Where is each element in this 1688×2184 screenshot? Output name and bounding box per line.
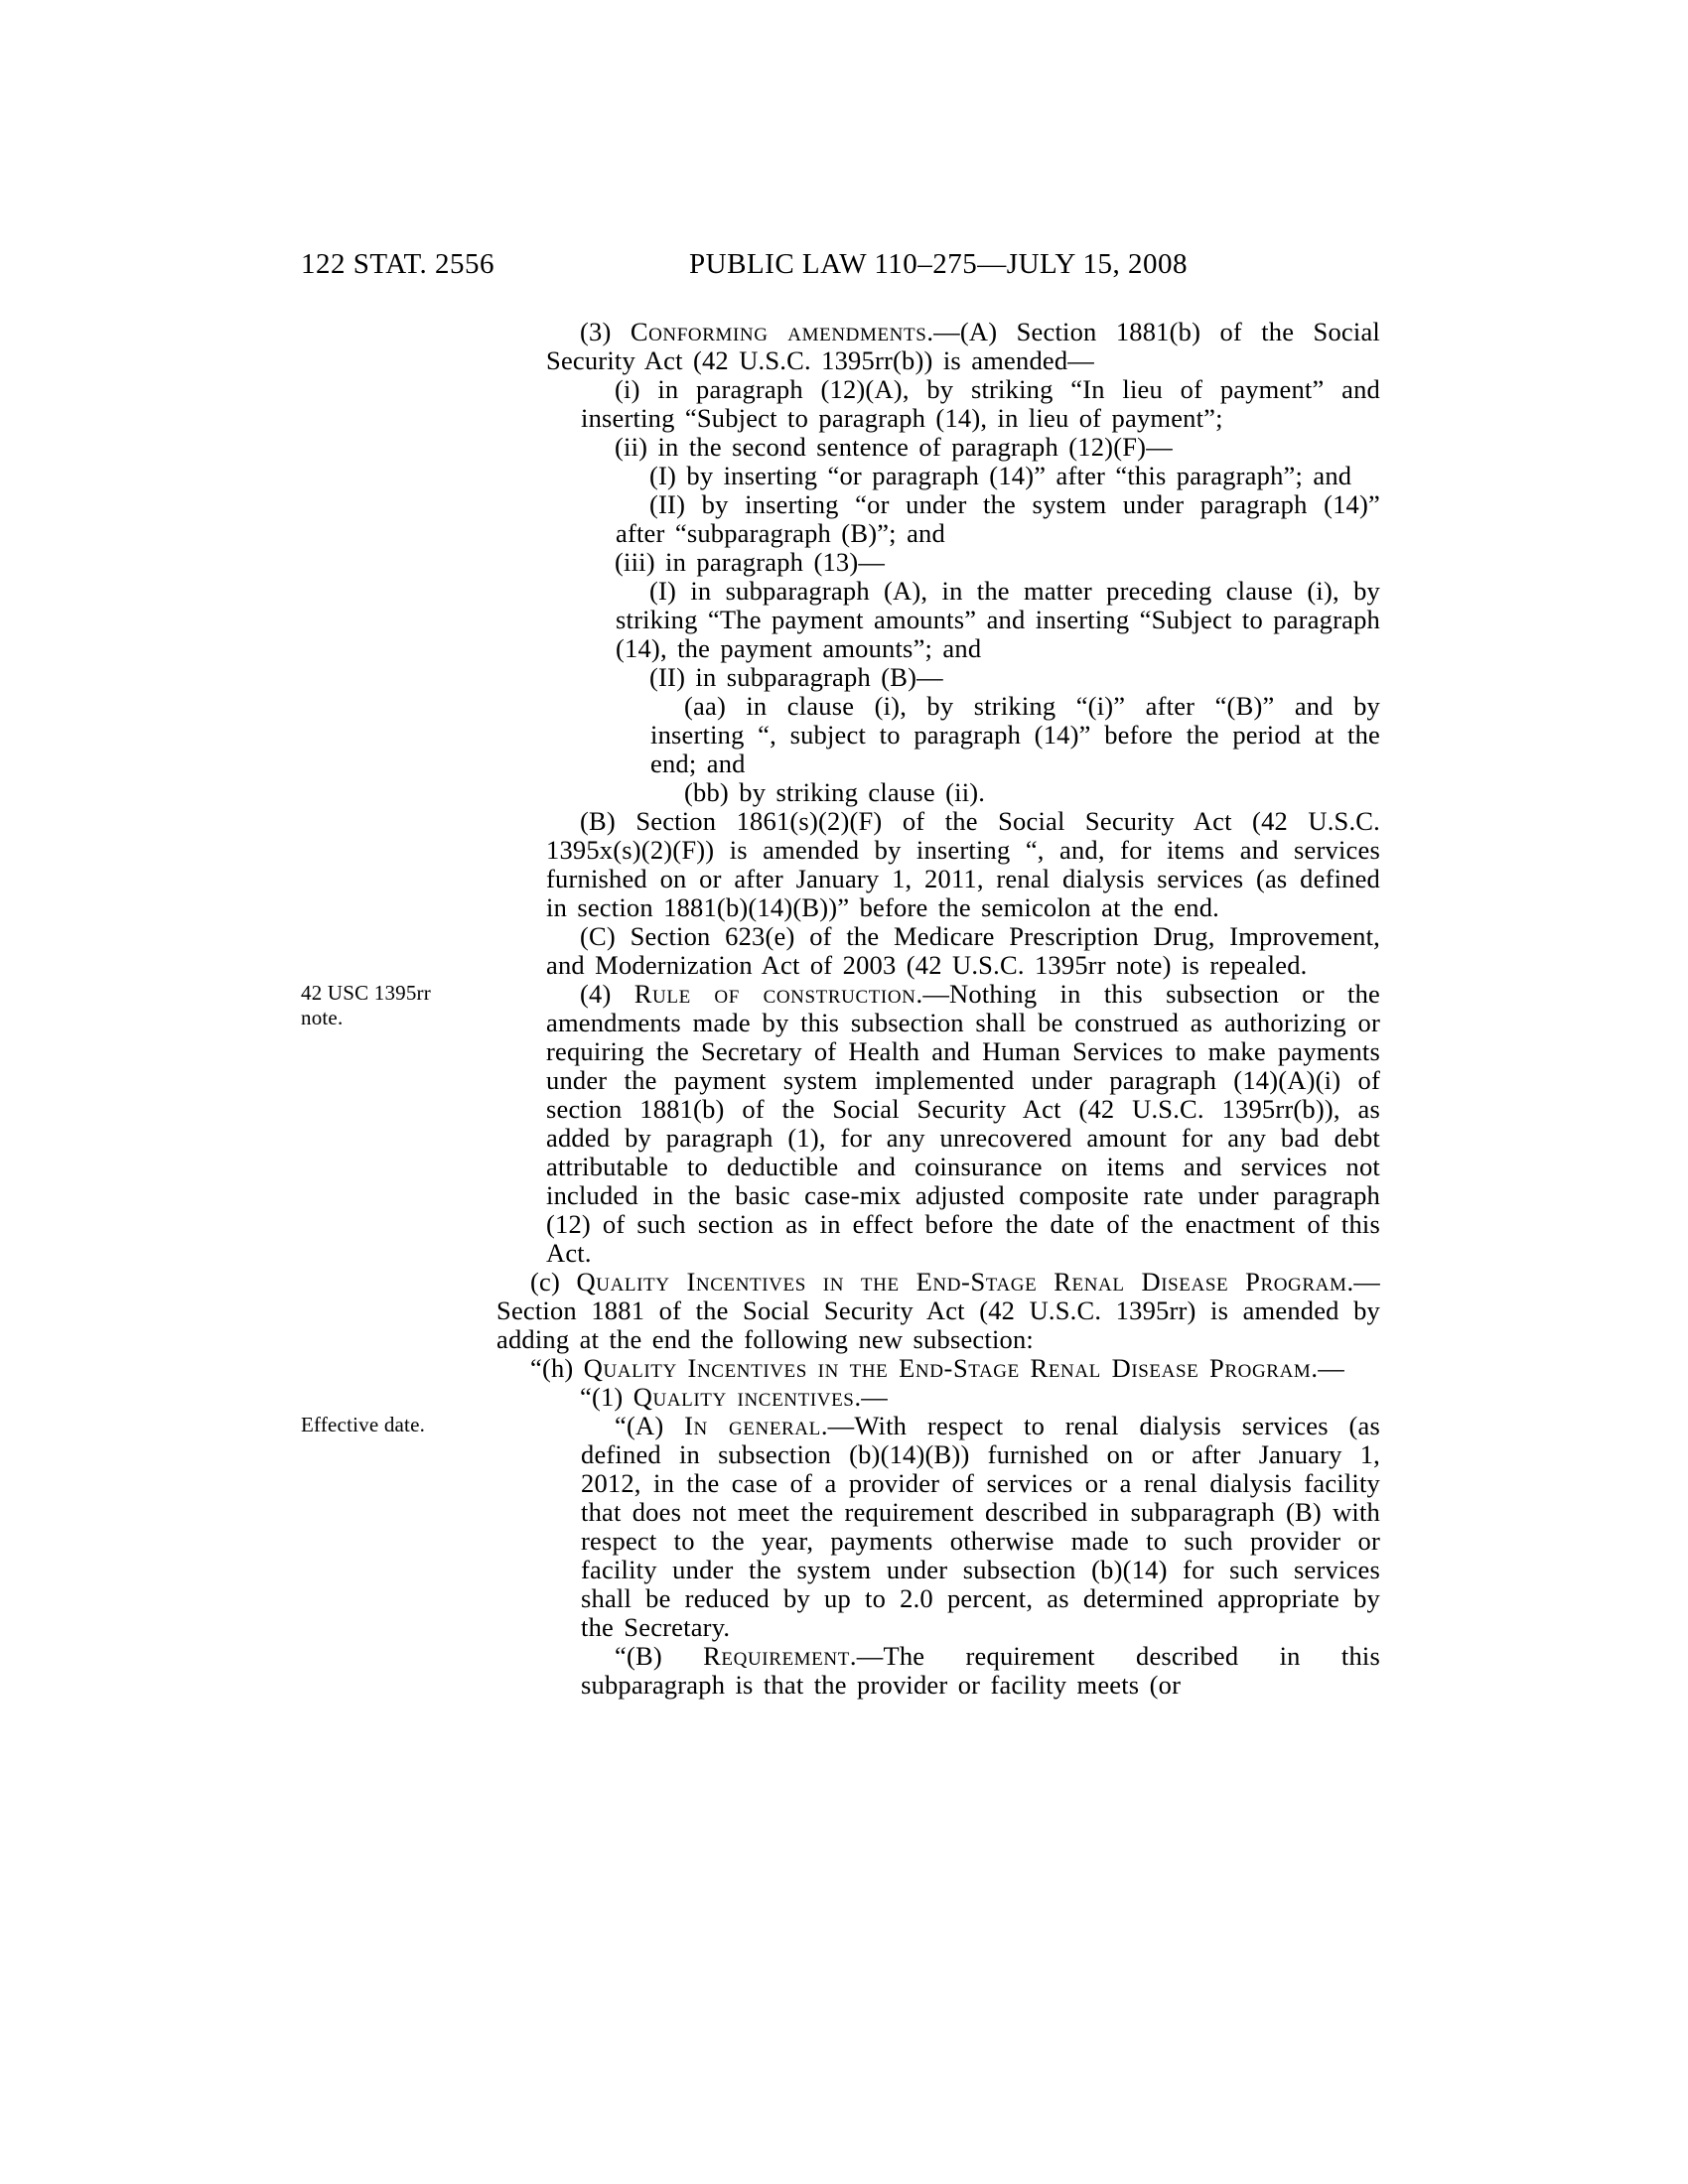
para-text: .—Nothing in this subsection or the amendments made by this subsection shall be construed as authorizing or requiring the Secretary of Health and Human Services to make payments under the payment system implemented under paragraph (14)(A)(i) of section 1881(b) of the Social Security Act (42 U.S.C. 1395rr(b)), as added by paragraph (1), for any unrecovered amount for any bad debt attributable to deductible and coinsurance on items and services not included in the basic case-mix adjusted composite rate under paragraph (12) of such section as in effect before the date of the enactment of this Act.	[546, 979, 1381, 1268]
para-text: (3)	[580, 317, 631, 346]
paragraph-requirement-B	[496, 1642, 1380, 1700]
paragraph-clause-ii-subclause-II	[496, 490, 1380, 548]
para-text: .—The requirement described in this subparagraph is that the provider or facility meets (or	[581, 1641, 1380, 1700]
paragraph-item-bb	[496, 778, 1380, 807]
para-text: .—With respect to renal dialysis services (as defined in subsection (b)(14)(B)) furnished on or after January 1, 2012, in the case of a provider of services or a renal dialysis facility that does not meet the requirement described in subparagraph (B) with respect to the year, payments otherwise made to such provider or facility under the system under subsection (b)(14) for such services shall be reduced by up to 2.0 percent, as determined appropriate by the Secretary.	[581, 1411, 1380, 1642]
para-text: (I) in subparagraph (A), in the matter preceding clause (i), by striking “The payment amounts” and inserting “Subject to paragraph (14), the payment amounts”; and	[616, 576, 1380, 663]
paragraph-item-aa	[496, 692, 1380, 778]
paragraph-rule-of-construction	[496, 980, 1380, 1268]
paragraph-subsection-h-quality-incentives	[496, 1354, 1380, 1383]
paragraph-subsection-c-quality-incentives	[496, 1268, 1380, 1354]
margin-note-effective-date: Effective date.	[301, 1413, 426, 1436]
para-text: “(A)	[615, 1411, 685, 1440]
para-text: (II) in subparagraph (B)—	[649, 662, 943, 692]
para-text: (4)	[580, 979, 634, 1009]
para-text: (C) Section 623(e) of the Medicare Prescription Drug, Improvement, and Modernization Act of 2003 (42 U.S.C. 1395rr note) is repealed.	[546, 921, 1380, 980]
stat-page-number: 122 STAT. 2556	[301, 248, 495, 280]
paragraph-clause-ii-subclause-I	[496, 462, 1380, 490]
para-text: “(h)	[530, 1353, 584, 1383]
small-caps-heading: In general	[684, 1411, 821, 1440]
para-text: (bb) by striking clause (ii).	[684, 777, 986, 807]
para-text: (aa) in clause (i), by striking “(i)” after “(B)” and by inserting “, subject to paragraph (14)” before the period at the end; and	[650, 691, 1380, 778]
paragraph-clause-iii-subclause-II	[496, 663, 1380, 692]
small-caps-heading: Conforming amendments	[630, 317, 927, 346]
para-text: (ii) in the second sentence of paragraph (12)(F)—	[615, 432, 1173, 462]
para-text: (B) Section 1861(s)(2)(F) of the Social Security Act (42 U.S.C. 1395x(s)(2)(F)) is amended by inserting “, and, for items and services furnished on or after January 1, 2011, renal dialysis services (as defined in section 1881(b)(14)(B))” before the semicolon at the end.	[546, 806, 1380, 922]
small-caps-heading: Requirement	[703, 1641, 850, 1671]
statute-text-column	[496, 318, 1380, 1700]
para-text: .—Section 1881 of the Social Security Act (42 U.S.C. 1395rr) is amended by adding at the end the following new subsection:	[496, 1267, 1380, 1354]
para-text: (i) in paragraph (12)(A), by striking “In lieu of payment” and inserting “Subject to paragraph (14), in lieu of payment”;	[581, 374, 1380, 433]
para-text: “(1)	[580, 1382, 633, 1412]
para-text: .—(A) Section 1881(b) of the Social Security Act (42 U.S.C. 1395rr(b)) is amended—	[546, 317, 1380, 375]
paragraph-quality-incentives-1	[496, 1383, 1380, 1412]
paragraph-clause-i	[496, 375, 1380, 433]
paragraph-clause-iii	[496, 548, 1380, 577]
para-text: (II) by inserting “or under the system under paragraph (14)” after “subparagraph (B)”; and	[616, 489, 1380, 548]
small-caps-heading: Quality Incentives in the End-Stage Renal Disease Program	[576, 1267, 1347, 1297]
margin-note-usc: 42 USC 1395rr note.	[301, 981, 431, 1029]
para-text: “(B)	[615, 1641, 704, 1671]
para-text: .—	[1311, 1353, 1344, 1383]
paragraph-subparagraph-C	[496, 922, 1380, 980]
paragraph-subparagraph-B	[496, 807, 1380, 922]
law-title: PUBLIC LAW 110–275—JULY 15, 2008	[689, 248, 1188, 280]
para-text: (c)	[530, 1267, 577, 1297]
paragraph-clause-ii	[496, 433, 1380, 462]
para-text: (iii) in paragraph (13)—	[615, 547, 886, 577]
small-caps-heading: Rule of construction	[633, 979, 916, 1009]
para-text: .—	[854, 1382, 888, 1412]
small-caps-heading: Quality Incentives in the End-Stage Renal Disease Program	[583, 1353, 1312, 1383]
paragraph-in-general-A	[496, 1412, 1380, 1642]
paragraph-conforming-amendments	[496, 318, 1380, 375]
para-text: (I) by inserting “or paragraph (14)” after “this paragraph”; and	[649, 461, 1352, 490]
paragraph-clause-iii-subclause-I	[496, 577, 1380, 663]
small-caps-heading: Quality incentives	[633, 1382, 855, 1412]
